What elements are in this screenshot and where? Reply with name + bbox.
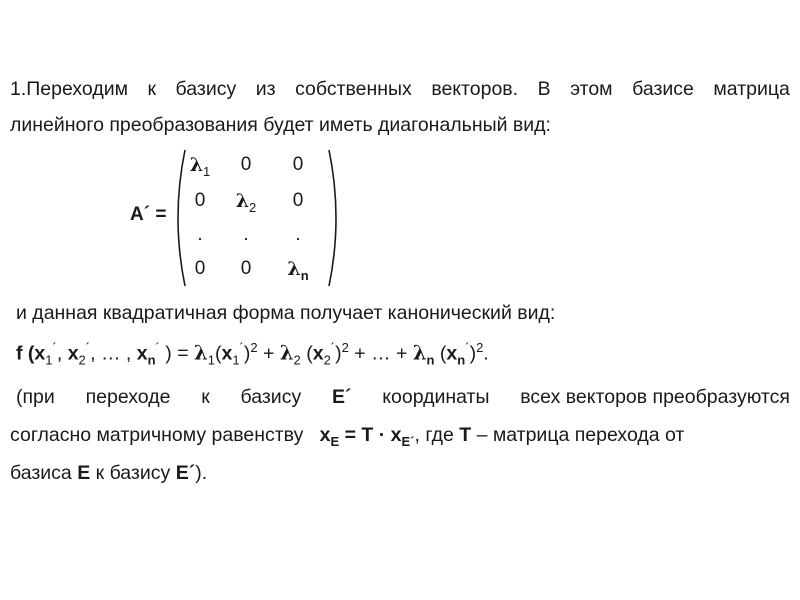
right-paren — [326, 148, 344, 288]
para3-line1 — [16, 386, 790, 409]
para2: и данная квадратичная форма получает канонический вид: — [16, 302, 556, 324]
word: базису — [240, 386, 302, 408]
cell-r2c1: 0 — [194, 190, 206, 211]
cell-r2c3: 0 — [292, 190, 304, 211]
word: собственных — [295, 78, 412, 100]
para3-line2: согласно матричному равенству $x_E = T \cdot x_{E´}$, где T – матрица перехода от — [10, 424, 685, 449]
canonical-formula: f ($x_1^´$, $x_2^´$, … , $x_n^´$ ) = $\lambda_1(x_1^´)^2 + \lambda_2$ $(x_2^´)^2$ + … + $\lambda_n$ $(x_n^´)^2$. — [16, 340, 489, 368]
word: матрица — [713, 78, 790, 100]
cell-r1c1: $\lambda_1$ — [189, 154, 211, 179]
word: базису — [175, 78, 237, 100]
cell-r4c3: $\lambda_n$ — [287, 258, 309, 283]
word-Eprime: E´ — [331, 386, 352, 408]
word: 1.Переходим — [10, 78, 129, 100]
word: координаты — [382, 386, 490, 408]
para3-line3: базиса E к базису E´). — [10, 462, 208, 484]
word: из — [255, 78, 276, 100]
matrix-label: A´ = — [130, 204, 167, 225]
cell-r1c3: 0 — [292, 154, 304, 175]
word: переходе — [85, 386, 171, 408]
para1-line1 — [10, 78, 790, 101]
cell-r4c2: 0 — [240, 258, 252, 279]
word: базисе — [632, 78, 694, 100]
word: векторов. — [431, 78, 519, 100]
matrix — [130, 148, 350, 288]
cell-r3c1: . — [197, 224, 203, 245]
cell-r3c3: . — [295, 224, 301, 245]
cell-r1c2: 0 — [240, 154, 252, 175]
cell-r2c2: $\lambda_2$ — [235, 190, 257, 215]
word: этом — [570, 78, 613, 100]
cell-r3c2: . — [243, 224, 249, 245]
word: В — [537, 78, 551, 100]
word: (при — [16, 386, 55, 408]
cell-r4c1: 0 — [194, 258, 206, 279]
word: к — [147, 78, 157, 100]
word: всех векторов преобразуются — [520, 386, 790, 408]
word: к — [201, 386, 210, 408]
para1-line2: линейного преобразования будет иметь диагональный вид: — [10, 114, 551, 136]
